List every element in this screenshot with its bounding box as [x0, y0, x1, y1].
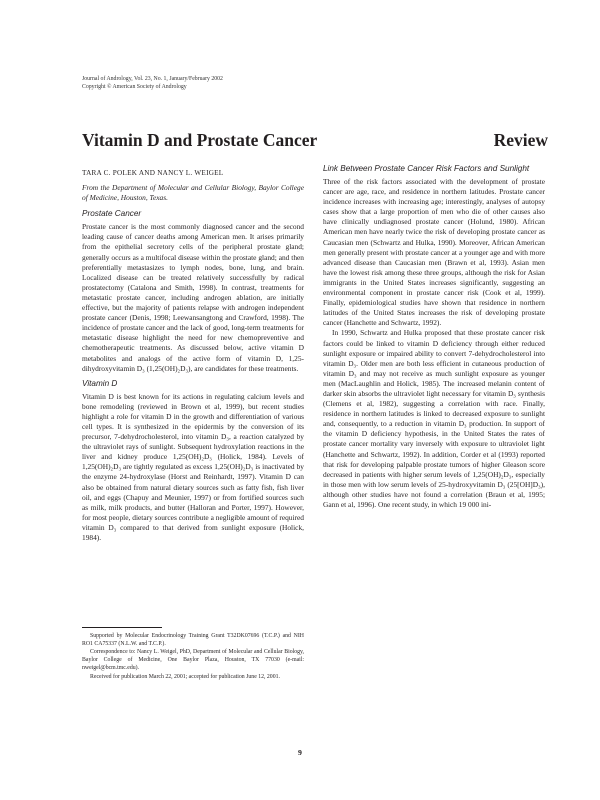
copyright-notice: Copyright © American Society of Andrology — [82, 83, 187, 90]
right-column — [323, 159, 545, 510]
journal-header — [82, 76, 223, 91]
heading-link: Link Between Prostate Cancer Risk Factors and Sunlight — [323, 164, 530, 173]
article-title: Vitamin D and Prostate Cancer — [82, 130, 318, 150]
journal-citation: Journal of Andrology, Vol. 23, No. 1, January/February 2002 — [82, 76, 223, 82]
paragraph-link-1: Three of the risk factors associated with the development of prostate cancer are age, race, and residence in northern latitudes. Prostate cancer incidence increases with increasing age; interestingly, analyses of autopsy cases show that a large proportion of men who die of other causes also have clinically undiagnosed prostate cancer (Holund, 1980). African American men have nearly twice the risk of developing prostate cancer as Caucasian men (Schwartz and Hulka, 1990). Moreover, African American men generally present with prostate cancer at a younger age and with more advanced disease than Caucasian men (Brawn et al, 1993). Asian men have the lowest risk among these three groups, although the risk for Asian immigrants in the United States increases significantly, suggesting an environmental component in prostate cancer risk (Cook et al, 1999). Finally, epidemiological studies have shown that residence in northern latitudes of the United States increases the risk of developing prostate cancer (Hanchette and Schwartz, 1992). — [323, 177, 545, 328]
affiliation: From the Department of Molecular and Cellular Biology, Baylor College of Medicine, Houston, Texas. — [82, 183, 304, 203]
paragraph-prostate-cancer: Prostate cancer is the most commonly diagnosed cancer and the second leading cause of cancer deaths among American men. It arises primarily from the epithelial secretory cells of the peripheral prostate gland; generally occurs as a multifocal disease within the prostate gland; and then preferentially metastasizes to lymph nodes, bone, lung, and brain. Localized disease can be treated relatively successfully by radical prostatectomy (Catalona and Smith, 1998). In contrast, treatments for metastatic prostate cancer, including androgen ablation, are initially effective, but the majority of patients relapse with androgen independent prostate cancer (Denis, 1998; Leewansangtong and Crawford, 1998). The incidence of prostate cancer and the lack of good, long-term treatments for metastatic disease highlight the need for new chemopreventive and chemotherapeutic treatments. As discussed below, active vitamin D metabolites and analogs of the active form of vitamin D, 1,25-dihydroxyvitamin D₃ (1,25(OH)₂D₃), are candidates for these treatments. — [82, 222, 304, 373]
footnote-divider — [82, 627, 162, 628]
footnote-correspondence: Correspondence to: Nancy L. Weigel, PhD, Department of Molecular and Cellular Biology, Baylor College of Medicine, One Baylor Plaza, Houston, TX 77030 (e-mail: nweigel@bcm.tmc.edu). — [82, 649, 304, 671]
left-column — [82, 168, 304, 543]
footnotes — [82, 633, 304, 682]
authors: TARA C. POLEK AND NANCY L. WEIGEL — [82, 169, 224, 177]
paragraph-link-2: In 1990, Schwartz and Hulka proposed that these prostate cancer risk factors could be linked to vitamin D deficiency through either reduced sunlight exposure or impaired ability to convert 7-dehydrocholesterol into vitamin D₃. Older men are both less efficient in cutaneous production of vitamin D₃ and may not receive as much sunlight exposure as younger men (MacLaughlin and Holick, 1985). The increased melanin content of darker skin absorbs the ultraviolet light necessary for vitamin D₃ synthesis (Clemens et al, 1982), suggesting a correlation with race. Finally, residence in northern latitudes is linked to decreased exposure to sunlight and, consequently, to a reduction in vitamin D₃ production. In support of the vitamin D deficiency hypothesis, in the United States the rates of prostate cancer mortality vary inversely with exposure to ultraviolet light (Hanchette and Schwartz, 1992). In addition, Corder et al (1993) reported that risk for developing palpable prostate tumors of higher Gleason score decreased in patients with higher serum levels of 1,25(OH)₂D₃, especially in those men with low serum levels of 25-hydroxyvitamin D₃ (25[OH]D₃), although other studies have not found a correlation (Braun et al, 1995; Gann et al, 1996). One recent study, in which 19 000 ini- — [323, 328, 545, 509]
section-label: Review — [493, 130, 548, 150]
heading-vitamin-d: Vitamin D — [82, 378, 118, 388]
footnote-support: Supported by Molecular Endocrinology Training Grant T32DK07696 (T.C.P.) and NIH RO1 CA75337 (N.L.W. and T.C.P.). — [82, 633, 304, 647]
page-number: 9 — [298, 748, 302, 757]
heading-prostate-cancer: Prostate Cancer — [82, 209, 142, 219]
paragraph-vitamin-d: Vitamin D is best known for its actions in regulating calcium levels and bone remodeling (reviewed in Brown et al, 1999), but recent studies highlight a role for vitamin D in the growth and differentiation of various cell types. It is synthesized in the epidermis by the conversion of its precursor, 7-dehydrocholesterol, into vitamin D₃, a reaction catalyzed by the ultraviolet rays of sunlight. Subsequent hydroxylation reactions in the liver and kidney produce 1,25(OH)₂D₃ (Holick, 1984). Levels of 1,25(OH)₂D₃ are tightly regulated as excess 1,25(OH)₂D₃ is inactivated by the enzyme 24-hydroxylase (Horst and Reinhardt, 1997). Vitamin D can also be obtained from natural dietary sources such as fatty fish, fish liver oil, and eggs (Chapuy and Meunier, 1997) or from fortified sources such as milk, milk products, and butter (Halloran and Porter, 1997). However, for most people, dietary sources contribute a negligible amount of required vitamin D₃ compared to that derived from sunlight exposure (Holick, 1984). — [82, 391, 304, 542]
footnote-received: Received for publication March 22, 2001; accepted for publication June 12, 2001. — [90, 673, 280, 680]
title-row — [82, 130, 548, 151]
